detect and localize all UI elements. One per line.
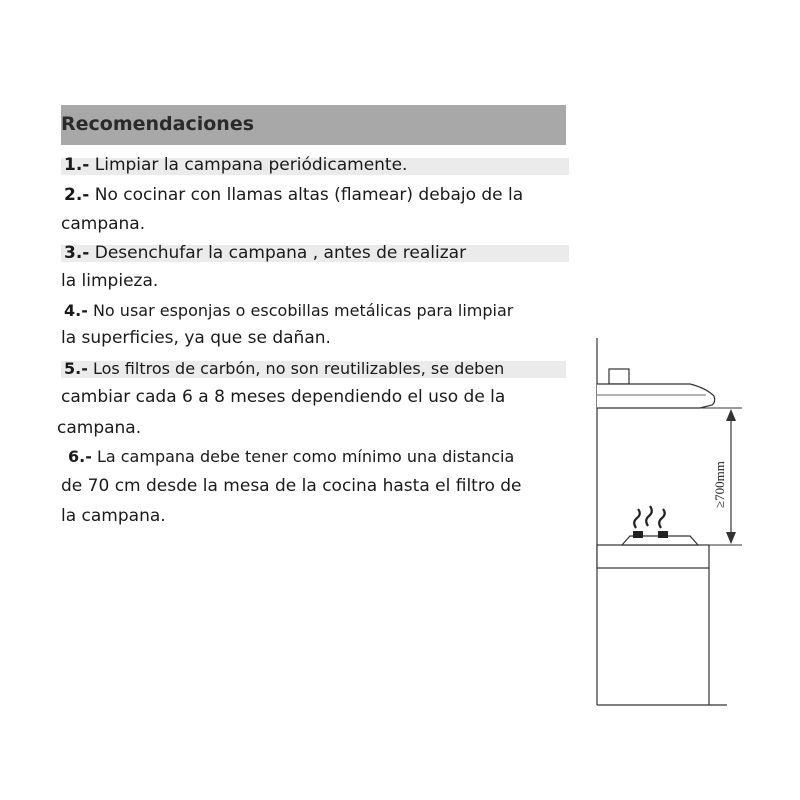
item-text: No usar esponjas o escobillas metálicas para limpiar xyxy=(92,301,514,320)
hood-chimney xyxy=(609,369,629,384)
item-text: Desenchufar la campana , antes de realizar xyxy=(94,243,467,263)
heat-icon xyxy=(634,509,640,528)
item-number: 1.- xyxy=(64,155,90,175)
heat-icon xyxy=(646,506,652,526)
item-number: 3.- xyxy=(64,243,90,263)
item-text: La campana debe tener como mínimo una distancia xyxy=(96,447,515,466)
item-text: Limpiar la campana periódicamente. xyxy=(94,155,408,175)
item-number: 2.- xyxy=(64,185,90,205)
item-text: de 70 cm desde la mesa de la cocina hasta el filtro de xyxy=(61,476,522,496)
item-text: Los filtros de carbón, no son reutilizables, se deben xyxy=(92,359,505,378)
section-title: Recomendaciones xyxy=(61,113,255,135)
item-text: la superficies, ya que se dañan. xyxy=(61,328,331,348)
item-number: 5.- xyxy=(64,359,88,378)
counter-top xyxy=(597,545,709,568)
item-text: campana. xyxy=(61,214,146,234)
item-text: la campana. xyxy=(61,506,166,526)
range-hood xyxy=(597,384,715,408)
heat-icon xyxy=(659,509,665,528)
item-number: 4.- xyxy=(64,301,88,320)
item-text: campana. xyxy=(57,418,142,438)
item-text: No cocinar con llamas altas (flamear) debajo de la xyxy=(94,185,524,205)
item-number: 6.- xyxy=(68,447,92,466)
arrow-up-icon xyxy=(726,409,736,421)
item-text: la limpieza. xyxy=(61,271,159,291)
distance-label: ≥700mm xyxy=(712,461,727,508)
item-text: cambiar cada 6 a 8 meses dependiendo el uso de la xyxy=(61,387,506,407)
arrow-down-icon xyxy=(726,532,736,544)
